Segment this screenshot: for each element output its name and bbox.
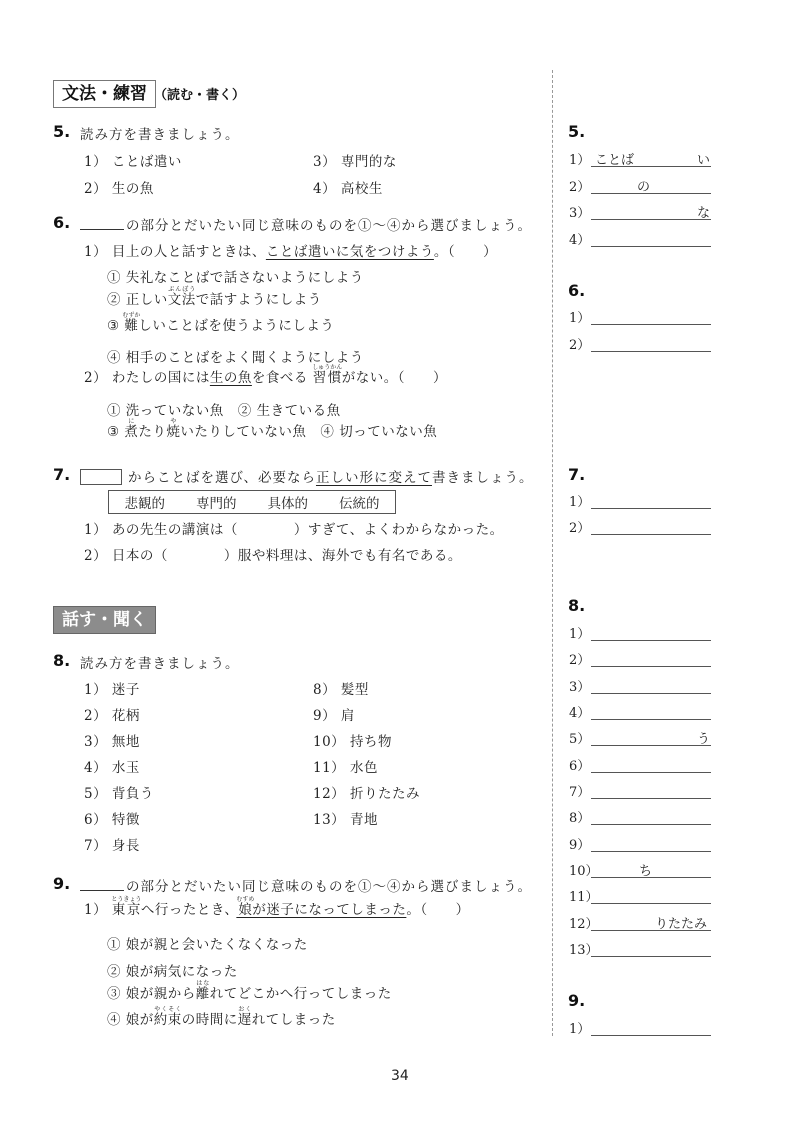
question-number-7: 7. [53,465,71,484]
underlined-phrase: 娘むすめが迷子になってしまった [236,896,407,918]
q8-item: 3） 無地 [84,734,140,750]
section-title-grammar: 文法・練習 [53,80,156,108]
question-number-6: 6. [53,213,71,232]
q9-sub1-option-3: ③ 娘が親から離はなれてどこかへ行ってしまった [107,980,392,1002]
answer-8-6[interactable]: 6） [569,755,714,775]
section-subtitle-grammar: （読む・書く） [154,88,246,103]
word-choice: 専門的 [196,496,237,512]
q6-sub2-options-row1: ① 洗っていない魚 ② 生きている魚 [107,403,341,419]
answer-8-7[interactable]: 7） [569,781,714,801]
answer-8-2[interactable]: 2） [569,649,714,669]
answer-8-11[interactable]: 11） [569,886,714,906]
q5-item-4: 4） 高校生 [313,181,383,197]
q8-item: 5） 背負う [84,786,154,802]
question-number-8: 8. [53,651,71,670]
answer-5-1[interactable]: 1） ことば い [569,149,714,169]
q8-item: 8） 髪型 [313,682,369,698]
q8-item: 6） 特徴 [84,812,140,828]
underline-marker [80,879,124,891]
question-9-instruction: の部分とだいたい同じ意味のものを①～④から選びましょう。 [80,875,532,895]
answer-6-1[interactable]: 1） [569,307,714,327]
word-choice-box [108,490,396,514]
q6-sub1-option-3: ③ 難むずかしいことばを使うようにしよう [107,312,335,334]
answer-8-5[interactable]: 5） う [569,728,714,748]
q8-item: 1） 迷子 [84,682,140,698]
q8-item: 12） 折りたたみ [313,786,420,802]
q8-item: 9） 肩 [313,708,355,724]
word-choice: 具体的 [267,496,308,512]
q6-sub1-option-1: ① 失礼なことばで話さないようにしよう [107,270,364,286]
answer-8-12[interactable]: 12） りたたみ [569,913,714,933]
q6-sub2-sentence: 2） わたしの国には生の魚を食べる 習慣しゅうかんがない。（ ） [84,364,447,386]
word-choice: 伝統的 [339,496,380,512]
answer-8-3[interactable]: 3） [569,676,714,696]
answer-number-8: 8. [568,596,586,615]
answer-8-8[interactable]: 8） [569,807,714,827]
answer-number-7: 7. [568,465,586,484]
q6-sub1-sentence: 1） 目上の人と話すときは、ことば遣いに気をつけよう。（ ） [84,244,498,260]
question-7-instruction: からことばを選び、必要なら正しい形に変えて書きましょう。 [80,466,533,486]
q5-item-2: 2） 生の魚 [84,181,154,197]
answer-5-2[interactable]: 2） の [569,176,714,196]
question-6-instruction: の部分とだいたい同じ意味のものを①～④から選びましょう。 [80,214,532,234]
q9-sub1-option-4: ④ 娘が約束やくそくの時間に遅おくれてしまった [107,1006,336,1028]
q6-sub1-option-2: ② 正しい文法ぶんぽうで話すようにしよう [107,286,322,308]
q8-item: 7） 身長 [84,838,140,854]
q5-item-1: 1） ことば遣い [84,154,182,170]
answer-number-9: 9. [568,991,586,1010]
underlined-phrase: ことば遣いに気をつけよう [265,244,434,260]
q8-item: 10） 持ち物 [313,734,392,750]
word-box-marker [80,469,122,485]
underline-marker [80,218,124,230]
q5-item-3: 3） 専門的な [313,154,397,170]
q8-item: 11） 水色 [313,760,378,776]
question-number-5: 5. [53,122,71,141]
underlined-phrase: 生の魚 [209,370,252,386]
answer-7-1[interactable]: 1） [569,491,714,511]
q8-item: 2） 花柄 [84,708,140,724]
question-5-instruction: 読み方を書きましょう。 [80,127,240,143]
q6-sub2-options-row2: ③ 煮にたり焼やいたりしていない魚 ④ 切っていない魚 [107,418,438,440]
q6-sub1-option-4: ④ 相手のことばをよく聞くようにしよう [107,350,364,366]
q8-item: 13） 青地 [313,812,378,828]
page-number: 34 [391,1068,409,1084]
answer-8-10[interactable]: 10） ち [569,860,714,880]
q9-sub1-option-1: ① 娘が親と会いたくなくなった [107,937,308,953]
q8-item: 4） 水玉 [84,760,140,776]
word-choice: 悲観的 [124,496,165,512]
q7-item-2: 2） 日本の（ ）服や料理は、海外でも有名である。 [84,548,462,564]
answer-9-1[interactable]: 1） [569,1018,714,1038]
answer-5-4[interactable]: 4） [569,229,714,249]
answer-6-2[interactable]: 2） [569,334,714,354]
answer-8-9[interactable]: 9） [569,834,714,854]
section-title-speaking: 話す・聞く [53,606,156,634]
answer-8-1[interactable]: 1） [569,623,714,643]
question-number-9: 9. [53,874,71,893]
answer-number-5: 5. [568,122,586,141]
answer-5-3[interactable]: 3） な [569,202,714,222]
q7-item-1: 1） あの先生の講演は（ ）すぎて、よくわからなかった。 [84,522,504,538]
answer-7-2[interactable]: 2） [569,517,714,537]
answer-8-13[interactable]: 13） [569,939,714,959]
answer-number-6: 6. [568,281,586,300]
q9-sub1-sentence: 1） 東京とうきょうへ行ったとき、娘むすめが迷子になってしまった。（ ） [84,896,470,918]
question-8-instruction: 読み方を書きましょう。 [80,656,240,672]
q9-sub1-option-2: ② 娘が病気になった [107,964,238,980]
answer-8-4[interactable]: 4） [569,702,714,722]
cut-line-divider [552,70,553,1036]
